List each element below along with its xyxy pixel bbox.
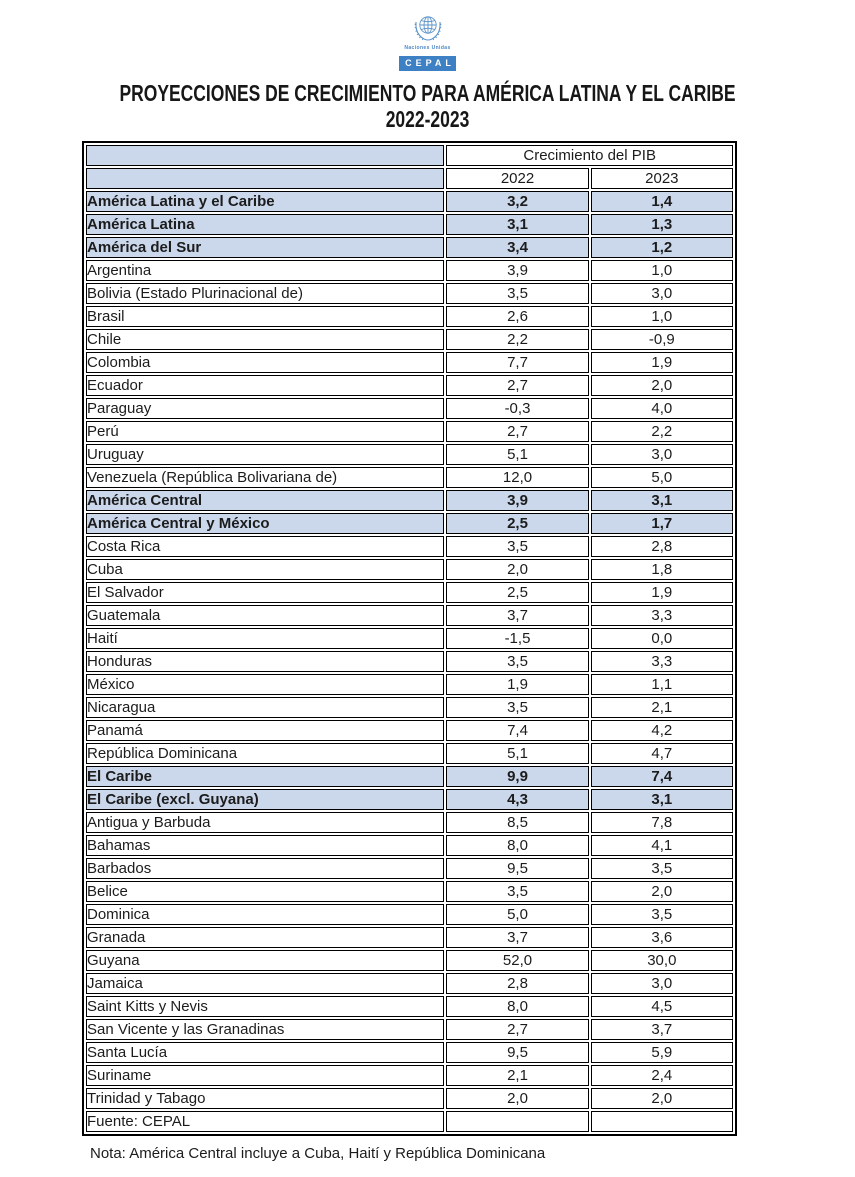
table-row: [86, 467, 733, 488]
table-row: [86, 536, 733, 557]
table-row: [86, 904, 733, 925]
row-name-cell: Santa Lucía: [86, 1042, 444, 1063]
value-2022-cell: 12,0: [446, 467, 588, 488]
row-name-cell: Paraguay: [86, 398, 444, 419]
row-name-cell: Brasil: [86, 306, 444, 327]
table-row: [86, 329, 733, 350]
row-name-cell: El Caribe: [86, 766, 444, 787]
value-2023-cell: 3,1: [591, 789, 733, 810]
value-2023-cell: 1,2: [591, 237, 733, 258]
row-name-cell: Uruguay: [86, 444, 444, 465]
value-2022-cell: 2,6: [446, 306, 588, 327]
value-2022-cell: 8,0: [446, 996, 588, 1017]
value-2022-cell: 3,7: [446, 927, 588, 948]
table-row: [86, 651, 733, 672]
table-row: [86, 996, 733, 1017]
row-name-cell: Perú: [86, 421, 444, 442]
value-2023-cell: 1,0: [591, 306, 733, 327]
value-2023-cell: 3,3: [591, 605, 733, 626]
source-cell: Fuente: CEPAL: [86, 1111, 444, 1132]
value-2023-cell: 3,6: [591, 927, 733, 948]
table-row: [86, 1088, 733, 1109]
value-2023-cell: 30,0: [591, 950, 733, 971]
document-title: [0, 80, 855, 132]
value-2023-cell: -0,9: [591, 329, 733, 350]
value-2023-cell: 1,0: [591, 260, 733, 281]
table-row: [86, 191, 733, 212]
value-2022-cell: 2,7: [446, 375, 588, 396]
value-2022-cell: 52,0: [446, 950, 588, 971]
cepal-logo: [0, 0, 855, 71]
value-2023-cell: 2,8: [591, 536, 733, 557]
table-row: [86, 858, 733, 879]
row-name-cell: San Vicente y las Granadinas: [86, 1019, 444, 1040]
value-2022-cell: 1,9: [446, 674, 588, 695]
cepal-wordmark: CEPAL: [399, 56, 456, 71]
table-row: [86, 421, 733, 442]
table-row: [86, 260, 733, 281]
title-line-2: 2022-2023: [385, 106, 470, 132]
value-2022-cell: 3,5: [446, 651, 588, 672]
table-row: [86, 513, 733, 534]
value-2022-cell: 2,2: [446, 329, 588, 350]
row-name-cell: Belice: [86, 881, 444, 902]
value-2023-cell: 2,4: [591, 1065, 733, 1086]
value-2022-cell: 3,9: [446, 260, 588, 281]
table-row: [86, 812, 733, 833]
value-2023-cell: 3,1: [591, 490, 733, 511]
value-2022-cell: 5,1: [446, 444, 588, 465]
value-2022-cell: 5,0: [446, 904, 588, 925]
table-row: [86, 444, 733, 465]
value-2023-cell: 4,2: [591, 720, 733, 741]
row-name-cell: Trinidad y Tabago: [86, 1088, 444, 1109]
table-row: [86, 674, 733, 695]
table-row: [86, 835, 733, 856]
row-name-cell: Suriname: [86, 1065, 444, 1086]
value-2022-cell: 2,5: [446, 513, 588, 534]
value-2023-cell: 4,1: [591, 835, 733, 856]
value-2023-cell: 2,2: [591, 421, 733, 442]
row-name-cell: Venezuela (República Bolivariana de): [86, 467, 444, 488]
row-name-cell: América del Sur: [86, 237, 444, 258]
table-row: [86, 605, 733, 626]
value-2023-cell: 5,0: [591, 467, 733, 488]
table-row: [86, 766, 733, 787]
row-name-cell: Haití: [86, 628, 444, 649]
header-year-2022: 2022: [446, 168, 588, 189]
value-2022-cell: 9,5: [446, 1042, 588, 1063]
row-name-cell: El Salvador: [86, 582, 444, 603]
row-name-cell: Antigua y Barbuda: [86, 812, 444, 833]
row-name-cell: Guatemala: [86, 605, 444, 626]
table-row: [86, 306, 733, 327]
row-name-cell: América Latina y el Caribe: [86, 191, 444, 212]
table-row: [86, 490, 733, 511]
value-2022-cell: 3,7: [446, 605, 588, 626]
value-2022-cell: 3,5: [446, 881, 588, 902]
value-2022-cell: -0,3: [446, 398, 588, 419]
value-2023-cell: 2,0: [591, 881, 733, 902]
row-name-cell: Barbados: [86, 858, 444, 879]
value-2023-cell: 1,9: [591, 352, 733, 373]
row-name-cell: Cuba: [86, 559, 444, 580]
value-2022-cell: 3,4: [446, 237, 588, 258]
value-2023-cell: [591, 1111, 733, 1132]
row-name-cell: Granada: [86, 927, 444, 948]
value-2023-cell: 1,7: [591, 513, 733, 534]
value-2023-cell: 3,0: [591, 973, 733, 994]
value-2023-cell: 2,0: [591, 375, 733, 396]
value-2023-cell: 0,0: [591, 628, 733, 649]
row-name-cell: República Dominicana: [86, 743, 444, 764]
table-row: [86, 237, 733, 258]
value-2022-cell: 3,9: [446, 490, 588, 511]
table-row: [86, 1111, 733, 1132]
value-2022-cell: 3,1: [446, 214, 588, 235]
row-name-cell: Bahamas: [86, 835, 444, 856]
value-2023-cell: 7,8: [591, 812, 733, 833]
value-2022-cell: 7,7: [446, 352, 588, 373]
header-corner-cell: [86, 145, 444, 166]
row-name-cell: Guyana: [86, 950, 444, 971]
table-row: [86, 628, 733, 649]
value-2023-cell: 3,7: [591, 1019, 733, 1040]
table-row: [86, 352, 733, 373]
value-2022-cell: 2,8: [446, 973, 588, 994]
table-row: [86, 881, 733, 902]
table-row: [86, 927, 733, 948]
value-2022-cell: 2,7: [446, 421, 588, 442]
table-header-group-row: [86, 145, 733, 166]
row-name-cell: Chile: [86, 329, 444, 350]
row-name-cell: México: [86, 674, 444, 695]
header-year-2023: 2023: [591, 168, 733, 189]
table-row: [86, 398, 733, 419]
row-name-cell: Panamá: [86, 720, 444, 741]
table-row: [86, 743, 733, 764]
table-row: [86, 283, 733, 304]
value-2022-cell: -1,5: [446, 628, 588, 649]
value-2023-cell: 1,3: [591, 214, 733, 235]
value-2023-cell: 3,3: [591, 651, 733, 672]
value-2022-cell: 2,5: [446, 582, 588, 603]
un-emblem-icon: [411, 12, 445, 44]
table-row: [86, 720, 733, 741]
value-2023-cell: 3,5: [591, 858, 733, 879]
value-2023-cell: 2,1: [591, 697, 733, 718]
value-2023-cell: 5,9: [591, 1042, 733, 1063]
row-name-cell: Costa Rica: [86, 536, 444, 557]
value-2022-cell: 2,0: [446, 1088, 588, 1109]
table-row: [86, 697, 733, 718]
value-2023-cell: 1,1: [591, 674, 733, 695]
header-corner-cell: [86, 168, 444, 189]
table-row: [86, 375, 733, 396]
value-2022-cell: 5,1: [446, 743, 588, 764]
value-2022-cell: 8,0: [446, 835, 588, 856]
value-2022-cell: 9,5: [446, 858, 588, 879]
table-row: [86, 559, 733, 580]
row-name-cell: El Caribe (excl. Guyana): [86, 789, 444, 810]
table-row: [86, 1065, 733, 1086]
row-name-cell: Dominica: [86, 904, 444, 925]
table-row: [86, 950, 733, 971]
value-2023-cell: 3,5: [591, 904, 733, 925]
value-2022-cell: 4,3: [446, 789, 588, 810]
value-2023-cell: 4,5: [591, 996, 733, 1017]
value-2023-cell: 2,0: [591, 1088, 733, 1109]
title-line-1: PROYECCIONES DE CRECIMIENTO PARA AMÉRICA LATINA Y EL CARIBE: [119, 80, 736, 106]
value-2022-cell: 3,2: [446, 191, 588, 212]
value-2023-cell: 3,0: [591, 444, 733, 465]
row-name-cell: Honduras: [86, 651, 444, 672]
value-2022-cell: 2,0: [446, 559, 588, 580]
value-2022-cell: 3,5: [446, 536, 588, 557]
table-row: [86, 1042, 733, 1063]
row-name-cell: Nicaragua: [86, 697, 444, 718]
value-2022-cell: [446, 1111, 588, 1132]
table-row: [86, 582, 733, 603]
un-caption-text: Naciones Unidas: [404, 45, 451, 51]
table-header-years-row: [86, 168, 733, 189]
table-row: [86, 973, 733, 994]
row-name-cell: Saint Kitts y Nevis: [86, 996, 444, 1017]
value-2022-cell: 3,5: [446, 283, 588, 304]
value-2023-cell: 7,4: [591, 766, 733, 787]
row-name-cell: Bolivia (Estado Plurinacional de): [86, 283, 444, 304]
value-2023-cell: 1,8: [591, 559, 733, 580]
value-2023-cell: 4,7: [591, 743, 733, 764]
table-row: [86, 214, 733, 235]
row-name-cell: Argentina: [86, 260, 444, 281]
value-2022-cell: 2,7: [446, 1019, 588, 1040]
table-row: [86, 789, 733, 810]
value-2023-cell: 4,0: [591, 398, 733, 419]
value-2022-cell: 9,9: [446, 766, 588, 787]
row-name-cell: Ecuador: [86, 375, 444, 396]
value-2022-cell: 8,5: [446, 812, 588, 833]
value-2022-cell: 2,1: [446, 1065, 588, 1086]
row-name-cell: Jamaica: [86, 973, 444, 994]
value-2023-cell: 1,9: [591, 582, 733, 603]
row-name-cell: América Latina: [86, 214, 444, 235]
value-2022-cell: 3,5: [446, 697, 588, 718]
value-2023-cell: 3,0: [591, 283, 733, 304]
row-name-cell: América Central y México: [86, 513, 444, 534]
header-group-label: Crecimiento del PIB: [446, 145, 733, 166]
value-2023-cell: 1,4: [591, 191, 733, 212]
row-name-cell: América Central: [86, 490, 444, 511]
row-name-cell: Colombia: [86, 352, 444, 373]
value-2022-cell: 7,4: [446, 720, 588, 741]
note-text: Nota: América Central incluye a Cuba, Haití y República Dominicana: [90, 1145, 546, 1162]
table-row: [86, 1019, 733, 1040]
growth-projections-table: [82, 141, 737, 1136]
